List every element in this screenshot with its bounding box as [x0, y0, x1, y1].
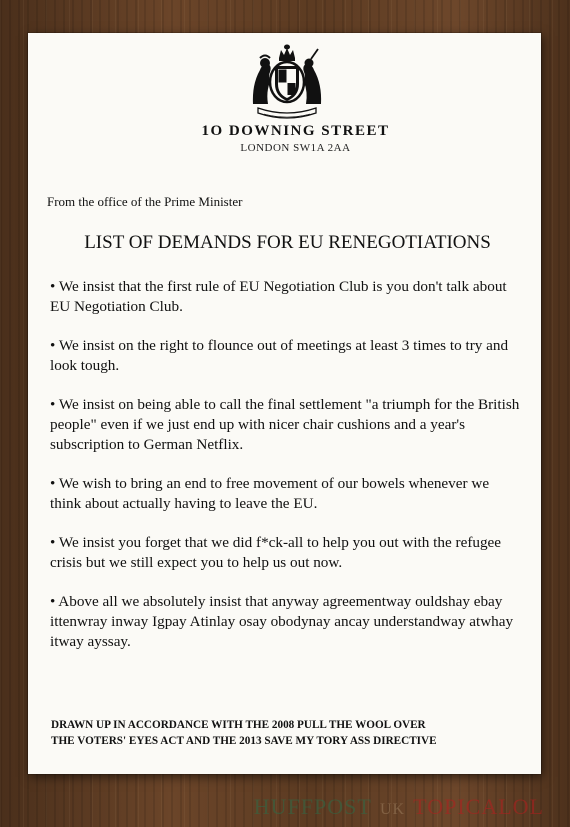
from-line: From the office of the Prime Minister — [47, 194, 243, 209]
letter-paper — [28, 33, 541, 774]
document-heading: LIST OF DEMANDS FOR EU RENEGOTIATIONS — [84, 232, 491, 253]
footer-note — [51, 717, 531, 749]
watermark-brand: HUFFPOST — [253, 794, 372, 819]
royal-coat-of-arms-icon — [248, 44, 326, 122]
address-subtitle: LONDON SW1A 2AA — [240, 142, 351, 154]
demand-item: • We insist that the first rule of EU Negotiation Club is you don't talk about EU Negotiation Club. — [50, 278, 507, 315]
watermark — [254, 794, 544, 820]
footer-line-2: THE VOTERS' EYES ACT AND THE 2013 SAVE MY TORY ASS DIRECTIVE — [51, 735, 437, 747]
demand-item: • We insist you forget that we did f*ck-all to help you out with the refugee crisis but we still expect you to help us out now. — [50, 534, 502, 571]
demand-item: • We insist on the right to flounce out of meetings at least 3 times to try and look tough. — [50, 337, 509, 374]
demand-item: • We wish to bring an end to free movement of our bowels whenever we think about actually having to leave the EU. — [50, 475, 490, 512]
address-title: 1O DOWNING STREET — [201, 123, 390, 139]
watermark-section: TOPICALOL — [413, 794, 544, 819]
demand-item: • Above all we absolutely insist that anyway agreementway ouldshay ebay ittenwray inway Igpay Atinlay osay obodynay ancay understandway atwhay itway ayssay. — [50, 593, 514, 650]
demand-item: • We insist on being able to call the final settlement "a triumph for the British people" even if we just end up with nicer chair cushions and a year's subscription to German Netflix. — [50, 396, 520, 453]
footer-line-1: DRAWN UP IN ACCORDANCE WITH THE 2008 PULL THE WOOL OVER — [51, 719, 426, 731]
watermark-edition: UK — [379, 801, 406, 818]
demands-list — [50, 277, 522, 671]
